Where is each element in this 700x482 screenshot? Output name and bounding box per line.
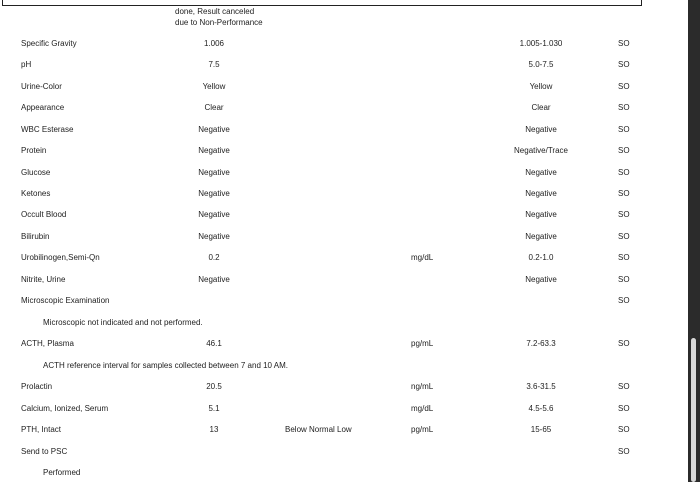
site-code: SO [618, 275, 630, 284]
reference-range: Negative/Trace [514, 146, 568, 155]
table-row [0, 80, 688, 94]
test-name: Ketones [21, 189, 51, 198]
cancel-note-line-2: due to Non-Performance [175, 18, 263, 27]
test-name: Microscopic Examination [21, 296, 110, 305]
result-value: 13 [209, 425, 219, 434]
result-value: Clear [204, 103, 224, 112]
test-name: Glucose [21, 168, 51, 177]
test-name: Urobilinogen,Semi-Qn [21, 253, 100, 262]
reference-range: 1.005-1.030 [519, 39, 563, 48]
site-code: SO [618, 447, 630, 456]
reference-range: Yellow [529, 82, 553, 91]
cancel-note-line-1: done, Result canceled [175, 7, 255, 16]
table-row [0, 380, 688, 394]
site-code: SO [618, 232, 630, 241]
result-value: 46.1 [206, 339, 222, 348]
test-name: pH [21, 60, 32, 69]
site-code: SO [618, 125, 630, 134]
reference-range: Negative [525, 275, 557, 284]
reference-range: 0.2-1.0 [528, 253, 554, 262]
site-code: SO [618, 189, 630, 198]
table-row [0, 101, 688, 115]
units: ng/mL [411, 382, 434, 391]
site-code: SO [618, 39, 630, 48]
units: mg/dL [411, 404, 434, 413]
units: mg/dL [411, 253, 434, 262]
table-row [0, 123, 688, 137]
units: pg/mL [411, 425, 434, 434]
site-code: SO [618, 103, 630, 112]
scrollbar-track[interactable] [688, 0, 700, 482]
result-value: Yellow [202, 82, 226, 91]
test-name: Specific Gravity [21, 39, 77, 48]
test-name: Send to PSC [21, 447, 68, 456]
previous-section-box [2, 0, 642, 6]
result-value: Negative [198, 232, 230, 241]
table-row [0, 402, 688, 416]
site-code: SO [618, 425, 630, 434]
result-value: Negative [198, 168, 230, 177]
result-value: 1.006 [203, 39, 225, 48]
table-row [0, 294, 688, 308]
table-row [0, 445, 688, 459]
reference-range: 3.6-31.5 [526, 382, 556, 391]
test-name: Nitrite, Urine [21, 275, 66, 284]
test-name: WBC Esterase [21, 125, 74, 134]
table-row [0, 187, 688, 201]
table-row [0, 337, 688, 351]
result-value: 20.5 [206, 382, 222, 391]
test-name: Protein [21, 146, 47, 155]
test-name: Occult Blood [21, 210, 67, 219]
reference-range: Negative [525, 168, 557, 177]
test-name: Urine-Color [21, 82, 62, 91]
result-value: Negative [198, 189, 230, 198]
reference-range: Clear [531, 103, 551, 112]
reference-range: Negative [525, 189, 557, 198]
site-code: SO [618, 210, 630, 219]
reference-range: 4.5-5.6 [528, 404, 554, 413]
acth-note: ACTH reference interval for samples collected between 7 and 10 AM. [43, 361, 289, 370]
test-name: Prolactin [21, 382, 53, 391]
table-row [0, 144, 688, 158]
scrollbar-thumb[interactable] [691, 338, 696, 482]
table-row [0, 166, 688, 180]
table-row [0, 58, 688, 72]
reference-range: 15-65 [530, 425, 552, 434]
reference-range: Negative [525, 232, 557, 241]
table-row [0, 251, 688, 265]
test-name: Calcium, Ionized, Serum [21, 404, 109, 413]
reference-range: 5.0-7.5 [528, 60, 554, 69]
site-code: SO [618, 404, 630, 413]
table-row [0, 230, 688, 244]
units: pg/mL [411, 339, 434, 348]
test-name: ACTH, Plasma [21, 339, 74, 348]
table-row [0, 37, 688, 51]
abnormal-flag: Below Normal Low [285, 425, 352, 434]
test-name: PTH, Intact [21, 425, 62, 434]
result-value: 0.2 [208, 253, 220, 262]
result-value: 5.1 [208, 404, 220, 413]
test-name: Bilirubin [21, 232, 50, 241]
psc-note: Performed [43, 468, 81, 477]
table-row [0, 423, 688, 437]
reference-range: 7.2-63.3 [526, 339, 556, 348]
site-code: SO [618, 168, 630, 177]
site-code: SO [618, 82, 630, 91]
microscopic-note: Microscopic not indicated and not performed. [43, 318, 203, 327]
reference-range: Negative [525, 210, 557, 219]
site-code: SO [618, 339, 630, 348]
site-code: SO [618, 296, 630, 305]
site-code: SO [618, 60, 630, 69]
result-value: 7.5 [208, 60, 220, 69]
test-name: Appearance [21, 103, 65, 112]
result-value: Negative [198, 125, 230, 134]
table-row [0, 273, 688, 287]
site-code: SO [618, 253, 630, 262]
site-code: SO [618, 146, 630, 155]
result-value: Negative [198, 275, 230, 284]
site-code: SO [618, 382, 630, 391]
result-value: Negative [198, 146, 230, 155]
result-value: Negative [198, 210, 230, 219]
reference-range: Negative [525, 125, 557, 134]
table-row [0, 208, 688, 222]
